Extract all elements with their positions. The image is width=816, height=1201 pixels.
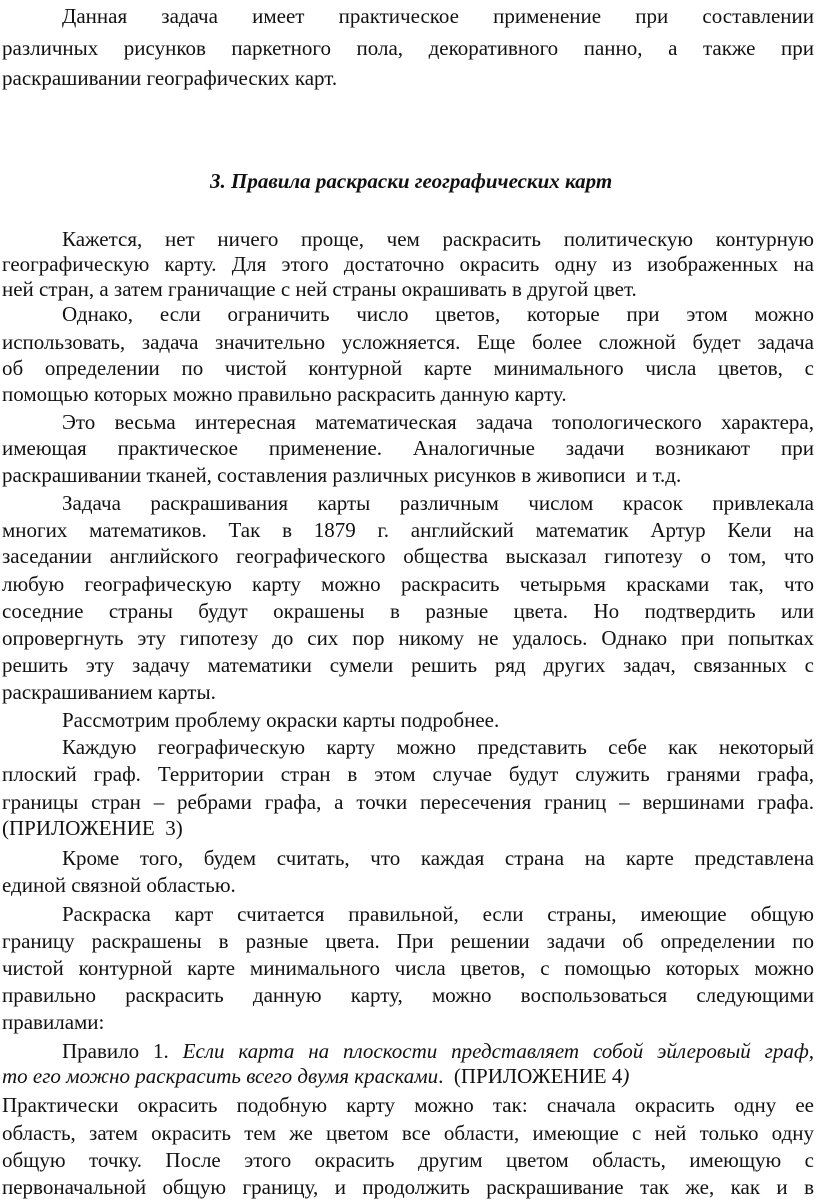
text-line: правильно раскрасить данную карту, можно воспользоваться следующими: [2, 983, 814, 1007]
rule-statement: Если карта на плоскости представляет собой эйлеровый граф,: [182, 1039, 815, 1063]
text-line: опровергнуть эту гипотезу до сих пор никому не удалось. Однако при попытках: [2, 626, 814, 650]
text-line: использовать, задача значительно усложняется. Еще более сложной будет задача: [2, 330, 814, 354]
text-line: раскрашивании географических карт.: [2, 66, 338, 90]
text-line: Кажется, нет ничего проще, чем раскрасить политическую контурную: [62, 227, 814, 251]
rule-label: Правило 1.: [62, 1039, 169, 1063]
text-line: Каждую географическую карту можно представить себе как некоторый: [62, 735, 814, 759]
text-line: границы стран – ребрами графа, а точки пересечения границ – вершинами графа.: [2, 790, 814, 814]
text-line: чистой контурной карте минимального числа цветов, с помощью которых можно: [2, 956, 814, 980]
appendix-reference: . (ПРИЛОЖЕНИЕ 4: [438, 1064, 623, 1088]
text-line: заседании английского географического общества высказал гипотезу о том, что: [2, 544, 814, 568]
text-line: многих математиков. Так в 1879 г. английский математик Артур Кели на: [2, 518, 814, 542]
section-heading-text: 3. Правила раскраски географических карт: [210, 169, 613, 193]
text-line: плоский граф. Территории стран в этом случае будут служить гранями графа,: [2, 762, 814, 786]
text-line: раскрашиванием карты.: [2, 680, 216, 704]
text-line: Практически окрасить подобную карту можно так: сначала окрасить одну ее: [2, 1093, 814, 1117]
text-line: решить эту задачу математики сумели решить ряд других задач, связанных с: [2, 653, 814, 677]
text-line: Раскраска карт считается правильной, если страны, имеющие общую: [62, 902, 814, 926]
text-line: область, затем окрасить тем же цветом все области, имеющие с ней только одну: [2, 1121, 814, 1145]
text-line: Однако, если ограничить число цветов, которые при этом можно: [62, 302, 814, 326]
rule-1-continued: [2, 1064, 629, 1088]
text-line: помощью которых можно правильно раскрасить данную карту.: [2, 382, 567, 406]
text-line: единой связной областью.: [2, 873, 236, 897]
text-line: географическую карту. Для этого достаточно окрасить одну из изображенных на: [2, 252, 814, 276]
text-line: Рассмотрим проблему окраски карты подробнее.: [62, 708, 500, 732]
text-line: ней стран, а затем граничащие с ней страны окрашивать в другой цвет.: [2, 277, 637, 301]
text-line: имеющая практическое применение. Аналогичные задачи возникают при: [2, 436, 814, 460]
text-line: различных рисунков паркетного пола, декоративного панно, а также при: [2, 36, 814, 60]
text-line: об определении по чистой контурной карте минимального числа цветов, с: [2, 356, 814, 380]
text-line: Это весьма интересная математическая задача топологического характера,: [62, 410, 814, 434]
rule-1: [62, 1039, 814, 1063]
appendix-reference: (ПРИЛОЖЕНИЕ 3): [2, 816, 183, 840]
text-line: любую географическую карту можно раскрасить четырьмя красками так, что: [2, 572, 814, 596]
text-line: раскрашивании тканей, составления различных рисунков в живописи и т.д.: [2, 463, 682, 487]
text-line: первоначальной общую границу, и продолжить раскрашивание так же, как и в: [2, 1175, 814, 1199]
text-line: правилами:: [2, 1010, 105, 1034]
text-line: границу раскрашены в разные цвета. При решении задачи об определении по: [2, 929, 814, 953]
text-line: Данная задача имеет практическое применение при составлении: [62, 4, 814, 28]
rule-statement-continued: то его можно раскрасить всего двумя красками: [2, 1064, 439, 1088]
text-line: Задача раскрашивания карты различным числом красок привлекала: [62, 491, 814, 515]
text-line: соседние страны будут окрашены в разные цвета. Но подтвердить или: [2, 599, 814, 623]
closing-paren: ): [622, 1064, 630, 1088]
text-line: общую точку. После этого окрасить другим цветом область, имеющую с: [2, 1148, 814, 1172]
text-line: Кроме того, будем считать, что каждая страна на карте представлена: [62, 846, 814, 870]
